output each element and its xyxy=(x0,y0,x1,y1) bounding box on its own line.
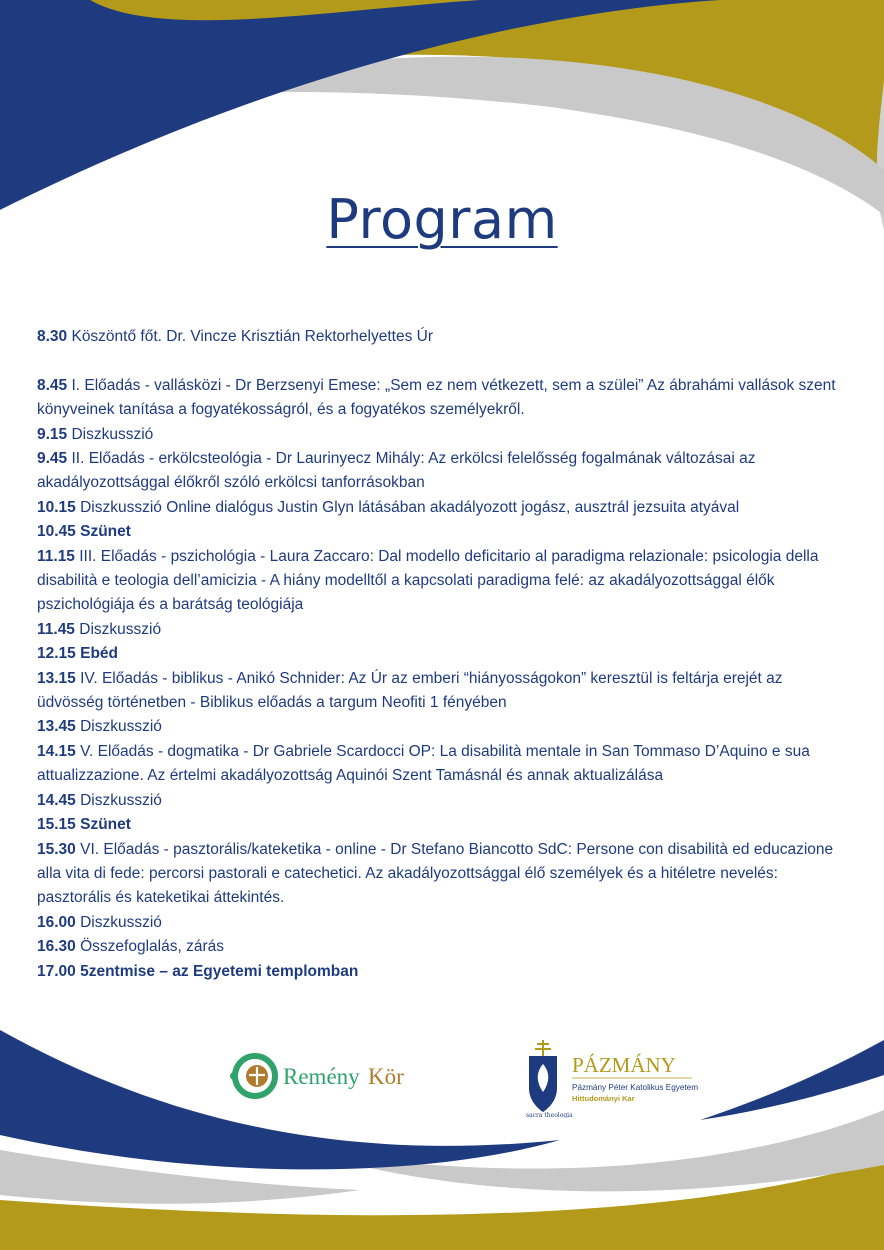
spacer xyxy=(37,349,852,373)
page-title: Program xyxy=(326,188,558,251)
remenykor-name-2: Kör xyxy=(368,1064,404,1089)
item-text: VI. Előadás - pasztorális/kateketika - online - Dr Stefano Biancotto SdC: Persone con disabilità ed educazione alla vita di fede: percorsi pastorali e catechetici. Az akadályozottsággal élő személyek és a hitéletre nevelés: pasztorális és kateketikai áttekintés. xyxy=(37,840,834,907)
program-list xyxy=(37,325,852,984)
program-item xyxy=(37,447,852,496)
remenykor-dot-icon xyxy=(230,1072,238,1080)
item-time: 13.15 xyxy=(37,669,76,687)
item-time: 14.45 xyxy=(37,791,76,809)
item-text: Szünet xyxy=(75,523,131,541)
item-time: 8.45 xyxy=(37,376,68,394)
program-item xyxy=(37,813,852,837)
pazmany-faculty: Hittudományi Kar xyxy=(572,1094,635,1103)
program-item xyxy=(37,325,852,349)
item-time: 11.15 xyxy=(37,547,75,565)
remenykor-logo xyxy=(228,1051,438,1101)
item-text: Köszöntő főt. Dr. Vincze Krisztián Rektorhelyettes Úr xyxy=(67,328,434,345)
item-text: Diszkusszió xyxy=(75,718,162,736)
item-time: 16.30 xyxy=(37,938,76,956)
pazmany-cross-icon xyxy=(535,1040,551,1056)
item-time: 9.15 xyxy=(37,425,68,443)
item-text: 5zentmise – az Egyetemi templomban xyxy=(75,962,359,980)
item-time: 9.45 xyxy=(37,450,68,468)
program-item xyxy=(37,667,852,716)
program-item xyxy=(37,642,852,666)
item-text: I. Előadás - vallásközi - Dr Berzsenyi Emese: „Sem ez nem vétkezett, sem a szülei” Az ábrahámi vallások szent könyveinek tanítása a fogyatékosságról, és a fogyatékos személyekről. xyxy=(37,376,836,419)
pazmany-seal-text: sacra theologia xyxy=(526,1112,573,1118)
item-text: IV. Előadás - biblikus - Anikó Schnider: Az Úr az emberi “hiányosságokon” keresztül is feltárja erejét az üdvösség történetben - Biblikus előadás a targum Neofiti 1 fényében xyxy=(37,669,783,712)
item-time: 10.45 xyxy=(37,523,76,541)
item-text: Diszkusszió Online dialógus Justin Glyn látásában akadályozott jogász, ausztrál jezsuita atyával xyxy=(75,498,740,516)
program-item xyxy=(37,715,852,739)
item-text: III. Előadás - pszichológia - Laura Zaccaro: Dal modello deficitario al paradigma relazionale: psicologia della disabilità e teologia dell’amicizia - A hiány modelltől a kapcsolati paradigma felé: az akadályozottsággal élők pszichológiája és a barátság teológiája xyxy=(37,547,819,614)
item-time: 16.00 xyxy=(37,913,76,931)
program-item xyxy=(37,520,852,544)
item-time: 17.00 xyxy=(37,962,76,980)
program-item xyxy=(37,960,852,984)
item-time: 10.15 xyxy=(37,498,76,516)
remenykor-name-1: Remény xyxy=(283,1064,360,1089)
item-text: Diszkusszió xyxy=(74,620,162,638)
pazmany-university: Pázmány Péter Katolikus Egyetem xyxy=(572,1083,699,1092)
item-time: 13.45 xyxy=(37,718,76,736)
item-text: Diszkusszió xyxy=(75,913,162,931)
program-item xyxy=(37,740,852,789)
item-text: Szünet xyxy=(75,816,131,834)
pazmany-logo xyxy=(524,1038,704,1118)
program-item xyxy=(37,911,852,935)
item-time: 12.15 xyxy=(37,645,76,663)
program-item xyxy=(37,423,852,447)
program-item xyxy=(37,545,852,618)
item-time: 15.15 xyxy=(37,816,76,834)
program-item xyxy=(37,618,852,642)
program-item xyxy=(37,789,852,813)
program-item xyxy=(37,496,852,520)
item-text: II. Előadás - erkölcsteológia - Dr Laurinyecz Mihály: Az erkölcsi felelősség fogalmának változásai az akadályozottsággal élőkről szóló erkölcsi tanforrásokban xyxy=(37,450,756,492)
item-time: 14.15 xyxy=(37,742,76,760)
item-text: V. Előadás - dogmatika - Dr Gabriele Scardocci OP: La disabilità mentale in San Tommaso D’Aquino e sua attualizzazione. Az értelmi akadályozottság Aquinói Szent Tamásnál és annak aktualizálása xyxy=(37,742,810,785)
item-time: 15.30 xyxy=(37,840,76,858)
item-text: Ebéd xyxy=(75,645,118,663)
item-text: Összefoglalás, zárás xyxy=(75,938,224,956)
item-time: 8.30 xyxy=(37,328,68,345)
item-time: 11.45 xyxy=(37,620,75,638)
item-text: Diszkusszió xyxy=(67,425,154,443)
program-item xyxy=(37,935,852,959)
item-text: Diszkusszió xyxy=(75,791,162,809)
pazmany-name: PÁZMÁNY xyxy=(572,1053,676,1077)
program-item xyxy=(37,374,852,423)
program-item xyxy=(37,838,852,911)
